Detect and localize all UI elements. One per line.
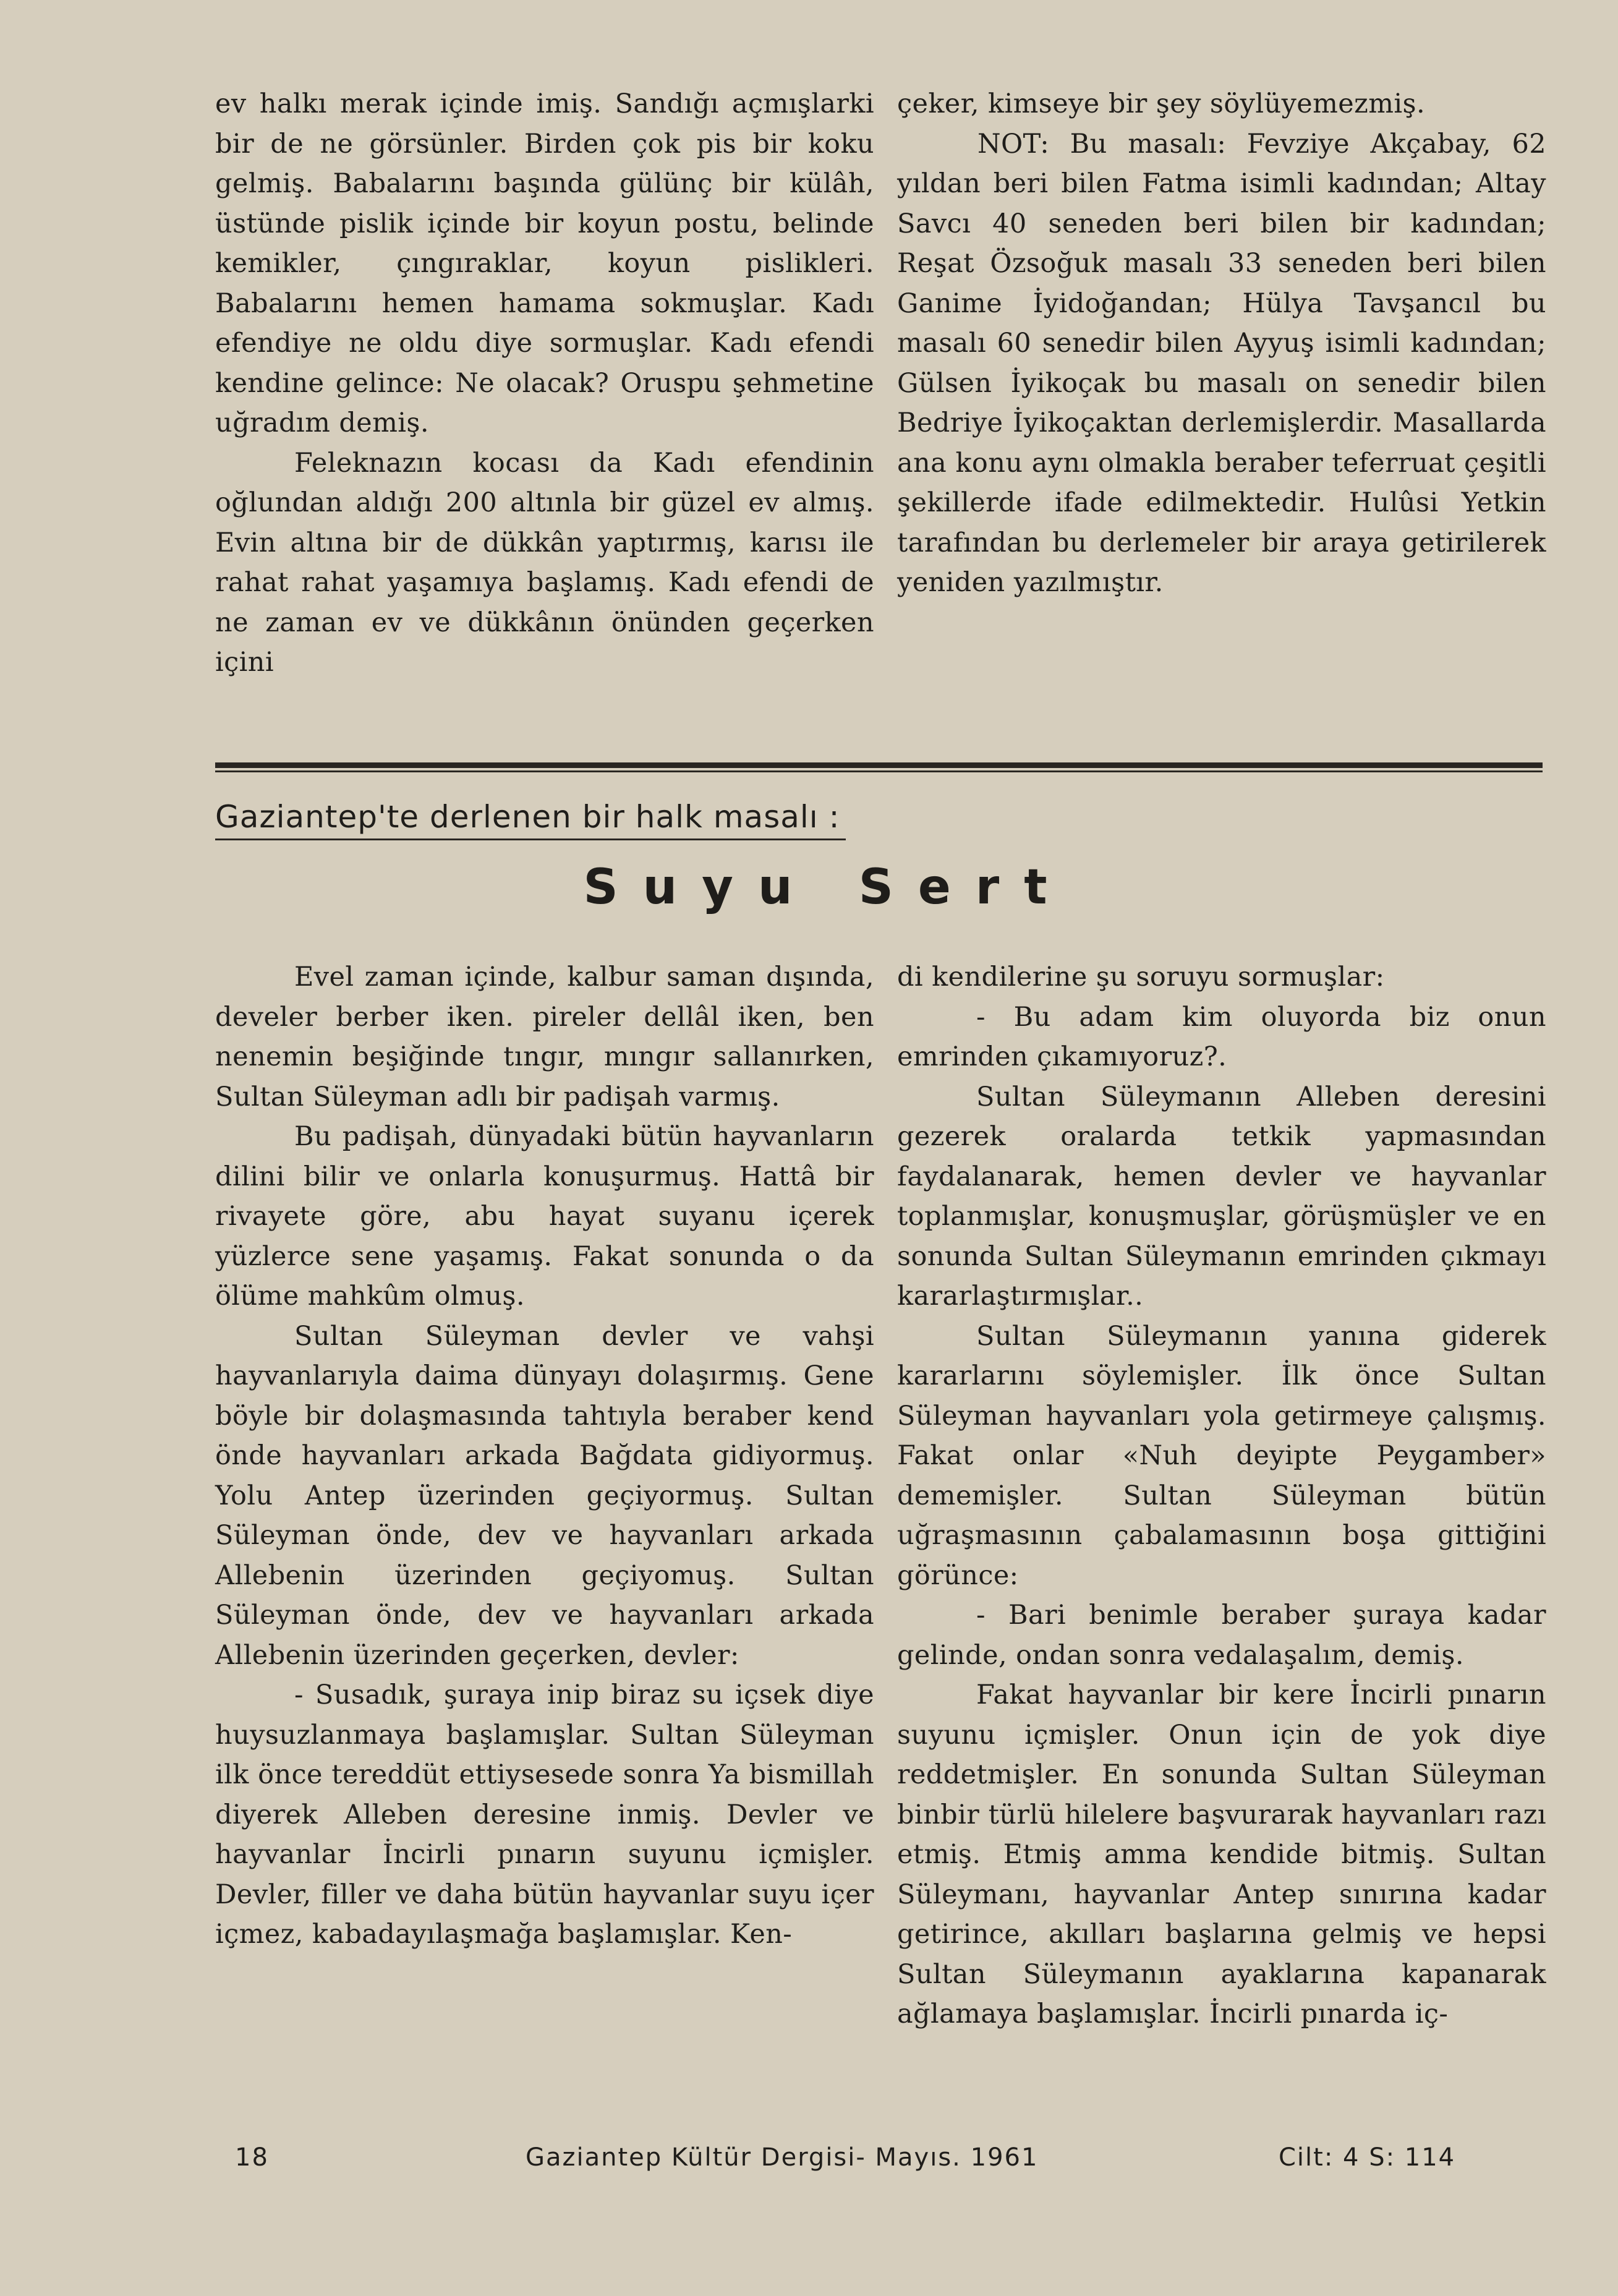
paragraph: Fakat hayvanlar bir kere İncirli pınarın suyunu içmişler. Onun için de yok diye reddetmişler. En sonunda Sultan Süleyman binbir türlü hilelere başvurarak hayvanları razı etmiş. Etmiş amma kendide bitmiş. Sultan Süleymanı, hayvanlar Antep sınırına kadar getirince, akılları başlarına gelmiş ve hepsi Sultan Süleymanın ayaklarına kapanarak ağlamaya başlamışlar. İncirli pınarda iç- <box>897 1679 1546 2029</box>
journal-title: Gaziantep Kültür Dergisi- Mayıs. 1961 <box>526 2143 1039 2172</box>
article-title: Suyu Sert <box>583 860 1072 915</box>
page-number: 18 <box>235 2143 269 2172</box>
paragraph: di kendilerine şu soruyu sormuşlar: <box>897 962 1385 992</box>
paragraph: Evel zaman içinde, kalbur saman dışında, develer berber iken. pireler dellâl iken, ben nenemin beşiğinde tıngır, mıngır sallanırken, Sultan Süleyman adlı bir padişah varmış. <box>215 962 874 1112</box>
paragraph: ev halkı merak içinde imiş. Sandığı açmışlarki bir de ne görsünler. Birden çok pis bir koku gelmiş. Babalarını başında gülünç bir külâh, üstünde pislik içinde bir koyun postu, belinde kemikler, çıngıraklar, koyun pislikleri. Babalarını hemen hamama sokmuşlar. Kadı efendiye ne oldu diye sormuşlar. Kadı efendi kendine gelince: Ne olacak? Oruspu şehmetine uğradım demiş. <box>215 88 874 438</box>
section-divider-thin <box>215 770 1543 772</box>
top-right-column <box>897 84 1546 603</box>
paragraph: Sultan Süleymanın yanına giderek kararlarını söylemişler. İlk önce Sultan Süleyman hayvanları yola getirmeye çalışmış. Fakat onlar «Nuh deyipte Peygamber» dememişler. Sultan Süleyman bütün uğraşmasının çabalamasının boşa gittiğini görünce: <box>897 1320 1546 1591</box>
section-divider <box>215 762 1543 768</box>
bottom-left-column <box>215 957 874 1955</box>
paragraph: - Susadık, şuraya inip biraz su içsek diye huysuzlanmaya başlamışlar. Sultan Süleyman ilk önce tereddüt ettiysesede sonra Ya bismillah diyerek Alleben deresine inmiş. Devler ve hayvanlar İncirli pınarın suyunu içmişler. Devler, filler ve daha bütün hayvanlar suyu içer içmez, kabadayılaşmağa başlamışlar. Ken- <box>215 1679 874 1950</box>
paragraph: Bu padişah, dünyadaki bütün hayvanların dilini bilir ve onlarla konuşurmuş. Hattâ bir rivayete göre, abu hayat suyanu içerek yüzlerce sene yaşamış. Fakat sonunda o da ölüme mahkûm olmuş. <box>215 1121 874 1312</box>
paragraph: Sultan Süleymanın Alleben deresini gezerek oralarda tetkik yapmasından faydalanarak, hemen devler ve hayvanlar toplanmışlar, konuşmuşlar, görüşmüşler ve en sonunda Sultan Süleymanın emrinden çıkmayı kararlaştırmışlar.. <box>897 1081 1546 1312</box>
paragraph: Sultan Süleyman devler ve vahşi hayvanlarıyla daima dünyayı dolaşırmış. Gene böyle bir dolaşmasında tahtıyla beraber kend önde hayvanları arkada Bağdata gidiyormuş. Yolu Antep üzerinden geçiyormuş. Sultan Süleyman önde, dev ve hayvanları arkada Allebenin üzerinden geçiyomuş. Sultan Süleyman önde, dev ve hayvanları arkada Allebenin üzerinden geçerken, devler: <box>215 1320 874 1671</box>
paragraph: - Bari benimle beraber şuraya kadar gelinde, ondan sonra vedalaşalım, demiş. <box>897 1600 1546 1671</box>
volume-issue: Cilt: 4 S: 114 <box>1279 2143 1456 2172</box>
top-left-column <box>215 84 874 683</box>
paragraph: çeker, kimseye bir şey söylüyemezmiş. <box>897 88 1426 119</box>
paragraph: - Bu adam kim oluyorda biz onun emrinden çıkamıyoruz?. <box>897 1001 1546 1072</box>
article-subtitle: Gaziantep'te derlenen bir halk masalı : <box>215 799 846 840</box>
paragraph: Feleknazın kocası da Kadı efendinin oğlundan aldığı 200 altınla bir güzel ev almış. Evin altına bir de dükkân yaptırmış, karısı ile rahat rahat yaşamıya başlamış. Kadı efendi de ne zaman ev ve dükkânın önünden geçerken içini <box>215 447 874 678</box>
bottom-right-column <box>897 957 1546 2034</box>
editor-note: NOT: Bu masalı: Fevziye Akçabay, 62 yıldan beri bilen Fatma isimli kadından; Altay Savcı 40 seneden beri bilen bir kadından; Reşat Özsoğuk masalı 33 seneden beri bilen Ganime İyidoğandan; Hülya Tavşancıl bu masalı 60 senedir bilen Ayyuş isimli kadından; Gülsen İyikoçak bu masalı on senedir bilen Bedriye İyikoçaktan derlemişlerdir. Masallarda ana konu aynı olmakla beraber teferruat çeşitli şekillerde ifade edilmektedir. Hulûsi Yetkin tarafından bu derlemeler bir araya getirilerek yeniden yazılmıştır. <box>897 128 1546 598</box>
